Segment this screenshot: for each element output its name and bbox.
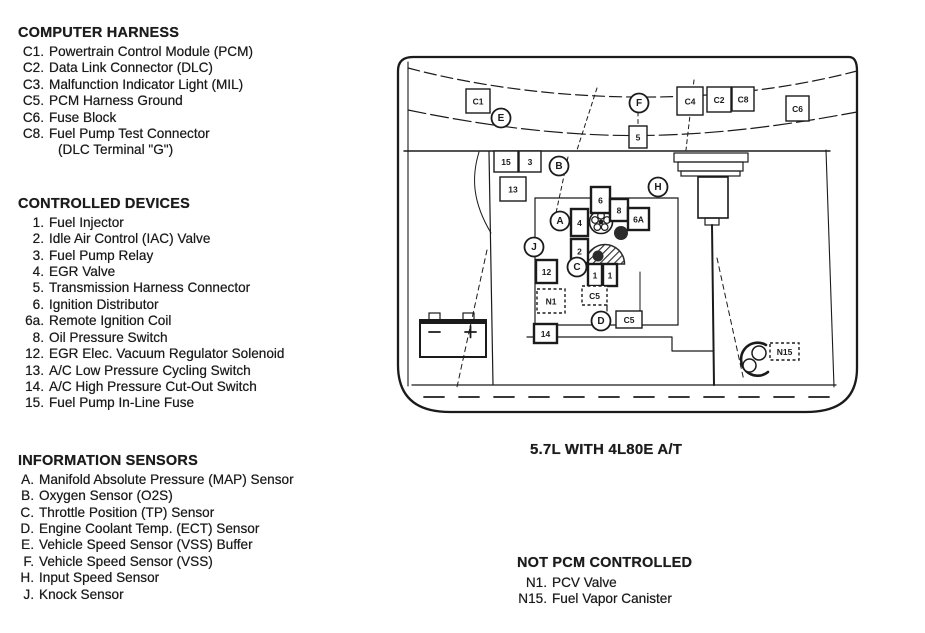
inner-right-line <box>826 150 834 387</box>
legend-item-label: Fuel Vapor Canister <box>552 591 672 607</box>
battery-terminal-neg <box>429 313 440 320</box>
legend-item-label: EGR Elec. Vacuum Regulator Solenoid <box>49 346 285 362</box>
legend-item-label: A/C Low Pressure Cycling Switch <box>49 362 251 378</box>
not-pcm-controlled-list <box>517 575 692 608</box>
legend-item-label: Fuel Pump In-Line Fuse <box>49 395 195 411</box>
callout-label-C1: C1 <box>472 96 484 107</box>
legend-item-id: 4. <box>32 264 44 280</box>
callout-label-12: 12 <box>541 267 552 277</box>
callout-label-6A: 6A <box>633 214 644 225</box>
hvac-slat-3 <box>681 171 740 176</box>
diagram-caption: 5.7L WITH 4L80E A/T <box>530 441 683 458</box>
controlled-devices-heading: CONTROLLED DEVICES <box>18 195 190 212</box>
legend-item-label: Fuel Injector <box>49 214 124 230</box>
callout-label-15: 15 <box>501 157 511 167</box>
battery <box>420 320 486 357</box>
callout-label-13: 13 <box>508 184 518 195</box>
legend-item-id: J. <box>23 586 34 602</box>
legend-item-label: PCV Valve <box>552 575 617 590</box>
legend-item-id: B. <box>21 488 34 504</box>
information-sensors-heading: INFORMATION SENSORS <box>18 452 198 469</box>
legend-item <box>517 591 692 607</box>
not-pcm-controlled-block <box>517 554 692 608</box>
callout-label-D: D <box>597 316 605 327</box>
hvac-slat-2 <box>678 162 743 171</box>
computer-harness-heading: COMPUTER HARNESS <box>18 25 180 41</box>
legend-item-label: Knock Sensor <box>39 586 124 602</box>
legend-item-label: Throttle Position (TP) Sensor <box>39 504 215 520</box>
legend-item-label: Idle Air Control (IAC) Valve <box>49 231 211 247</box>
legend-item-label: Fuel Pump Relay <box>49 247 154 263</box>
callout-label-H: H <box>654 182 662 193</box>
wheel-well-curve <box>475 152 491 233</box>
callout-label-8: 8 <box>616 205 622 216</box>
harness-dash-lines <box>556 80 694 213</box>
callout-label-N1: N1 <box>545 296 557 307</box>
callout-label-E: E <box>497 113 505 124</box>
legend-item-label: Powertrain Control Module (PCM) <box>49 44 253 59</box>
callout-label-N15: N15 <box>776 347 793 357</box>
legend-item-id: 14. <box>25 378 44 394</box>
legend-item-label: Oil Pressure Switch <box>49 329 168 345</box>
callout-label-C5: C5 <box>589 291 600 301</box>
legend-item-label: Engine Coolant Temp. (ECT) Sensor <box>39 520 260 536</box>
callout-label-5: 5 <box>635 132 641 143</box>
legend-item-id: C2. <box>22 60 44 76</box>
legend-item-id: C5. <box>22 93 44 109</box>
left-diagonal-dash <box>457 250 487 387</box>
legend-item-id: D. <box>20 520 34 536</box>
legend-item-id: N15. <box>518 591 547 607</box>
callout-label-C2: C2 <box>713 95 725 105</box>
hvac-block <box>698 177 728 218</box>
vapor-canister-port <box>752 346 766 360</box>
callout-label-C: C <box>573 262 581 273</box>
right-diagonal-dash <box>717 258 744 381</box>
callout-label-1: 1 <box>607 270 613 281</box>
legend-item-id: C1. <box>22 44 44 59</box>
callout-label-A: A <box>556 216 564 227</box>
battery-plus-sign <box>465 326 476 338</box>
distributor-center <box>599 220 604 225</box>
callout-label-J: J <box>531 242 537 253</box>
legend-item-label: Input Speed Sensor <box>39 570 160 586</box>
dark-blob <box>593 251 604 262</box>
legend-item-id: C8. <box>22 126 44 142</box>
legend-item-id: A. <box>21 471 34 487</box>
legend-item-label: Vehicle Speed Sensor (VSS) <box>39 553 213 569</box>
legend-item-id: 8. <box>32 329 44 345</box>
legend-item-id: 5. <box>32 280 44 296</box>
hvac-tab <box>705 218 719 225</box>
legend-item-label: Data Link Connector (DLC) <box>49 60 213 76</box>
legend-item-id: 15. <box>25 395 44 411</box>
callout-label-2: 2 <box>577 246 582 257</box>
dlc-terminal-note: (DLC Terminal "G") <box>58 142 174 158</box>
legend-item <box>517 575 692 591</box>
legend-item-id: C6. <box>22 109 44 125</box>
hvac-slat-1 <box>674 153 748 162</box>
air-cleaner-dome <box>586 245 625 265</box>
legend-item-id: 6. <box>32 296 44 312</box>
callout-label-6: 6 <box>598 195 603 206</box>
legend-item-label: Oxygen Sensor (O2S) <box>39 488 173 504</box>
legend-item-label: Fuel Pump Test Connector <box>49 126 210 142</box>
legend-item-id: 2. <box>32 231 44 247</box>
callout-label-14: 14 <box>540 329 551 339</box>
callout-label-C8: C8 <box>737 94 749 105</box>
callout-label-F: F <box>635 98 643 109</box>
fuel-line-stem <box>712 225 714 385</box>
fender-line <box>489 152 493 385</box>
legend-item-label: Ignition Distributor <box>49 296 159 312</box>
callout-label-1: 1 <box>592 270 598 281</box>
callout-label-3: 3 <box>527 157 533 167</box>
legend-item-id: F. <box>23 553 34 569</box>
callout-label-C4: C4 <box>684 96 696 107</box>
legend-item-id: 13. <box>25 362 44 378</box>
legend-item-id: 12. <box>25 346 44 362</box>
legend-item-id: 3. <box>32 247 44 263</box>
callout-label-4: 4 <box>577 218 582 228</box>
callout-label-B: B <box>555 161 563 172</box>
legend-item-label: A/C High Pressure Cut-Out Switch <box>49 378 257 394</box>
legend-item-label: PCM Harness Ground <box>49 93 183 109</box>
legend-item-id: 6a. <box>25 313 44 329</box>
legend-item-id: E. <box>21 537 34 553</box>
legend-item-label: Manifold Absolute Pressure (MAP) Sensor <box>39 471 294 487</box>
legend-item-label: Remote Ignition Coil <box>49 313 172 329</box>
legend-item-id: 1. <box>32 214 44 230</box>
vapor-canister-port <box>743 359 756 372</box>
dark-component <box>614 226 628 240</box>
legend-item-label: EGR Valve <box>49 264 116 280</box>
legend-item-label: Malfunction Indicator Light (MIL) <box>49 76 244 92</box>
not-pcm-controlled-heading: NOT PCM CONTROLLED <box>517 555 693 571</box>
legend-item-id: C. <box>20 504 34 520</box>
legend-item-label: Fuse Block <box>49 109 117 125</box>
legend-item-id: H. <box>20 570 34 586</box>
callout-label-C5: C5 <box>623 315 635 325</box>
legend-item-id: C3. <box>22 76 44 92</box>
legend-item-label: Vehicle Speed Sensor (VSS) Buffer <box>39 537 253 553</box>
legend-item-id: N1. <box>525 575 547 590</box>
callout-label-C6: C6 <box>792 104 803 114</box>
legend-item-label: Transmission Harness Connector <box>49 280 251 296</box>
